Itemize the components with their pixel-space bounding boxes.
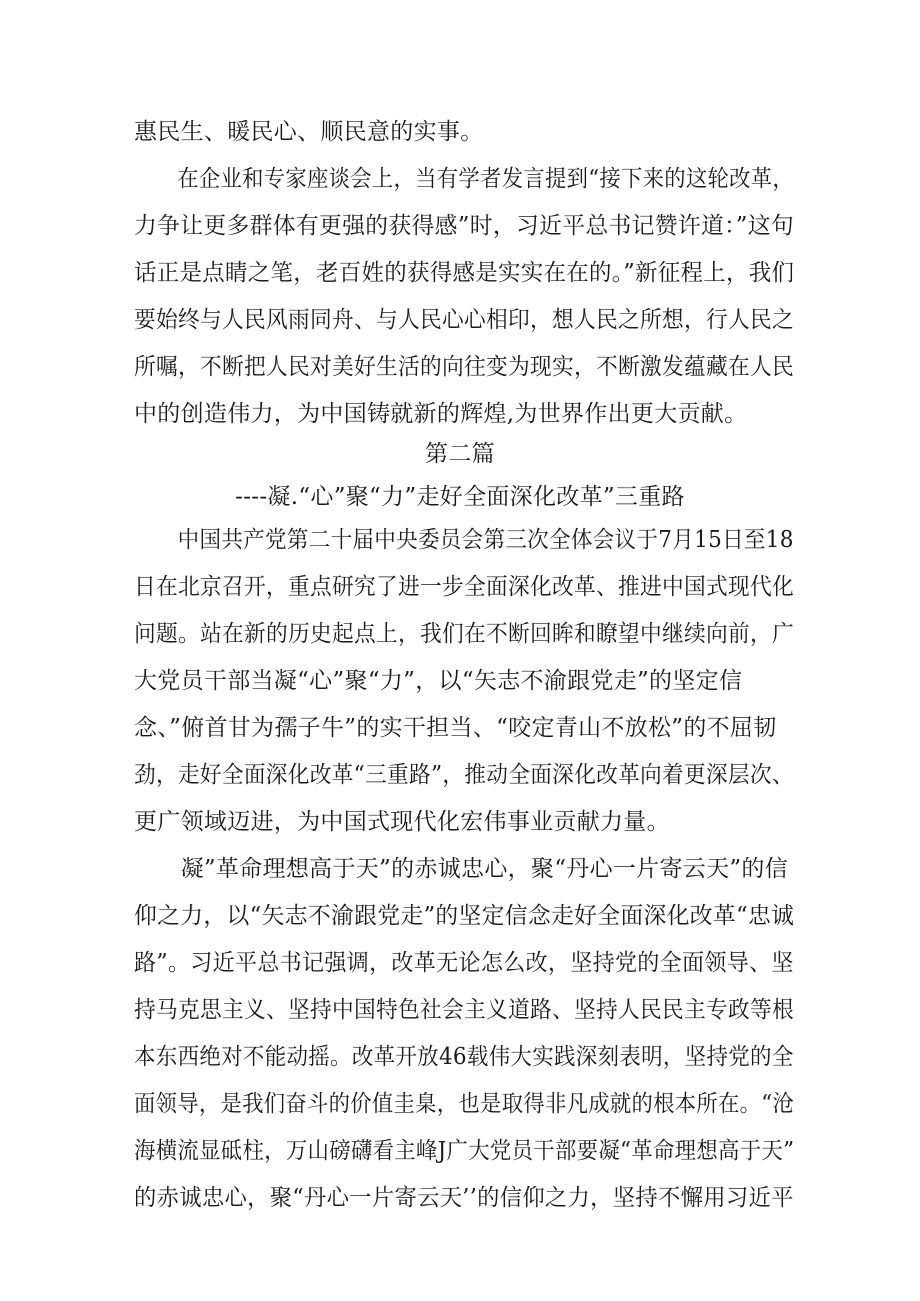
section-subtitle: ----凝.“心”聚“力”走好全面深化改革”三重路 [235, 484, 685, 510]
paragraph-line: 大党员干部当凝“心”聚“力”，以“矢志不渝跟党走”的坚定信 [134, 668, 743, 694]
paragraph-line: 海横流显砥柱，万山磅礴看主峰J广大党员干部要凝“革命理想高于天” [134, 1138, 795, 1164]
paragraph-line: 在企业和专家座谈会上，当有学者发言提到“接下来的这轮改革， [134, 166, 795, 192]
paragraph-line: 更广领域迈进，为中国式现代化宏伟事业贡献力量。 [134, 809, 670, 835]
paragraph-line: 日在北京召开，重点研究了进一步全面深化改革、推进中国式现代化 [134, 574, 794, 600]
paragraph-line: 所嘱，不断把人民对美好生活的向往变为现实，不断激发蕴藏在人民 [134, 354, 794, 380]
paragraph-line: 中国共产党第二十届中央委员会第三次全体会议于7月15日至18 [134, 527, 794, 553]
paragraph-line: 话正是点睛之笔，老百姓的获得感是实实在在的。”新征程上，我们 [134, 260, 795, 286]
section-heading: 第二篇 [425, 441, 495, 467]
paragraph-line: 面领导，是我们奋斗的价值圭臬，也是取得非凡成就的根本所在。“沧 [134, 1091, 795, 1117]
paragraph-line: 路”。习近平总书记强调，改革无论怎么改，坚持党的全面领导、坚 [134, 950, 794, 976]
paragraph-line: 念、”俯首甘为孺子牛”的实干担当、“咬定青山不放松”的不屈韧 [134, 715, 777, 741]
paragraph-line: 仰之力，以“矢志不渝跟党走”的坚定信念走好全面深化改革“忠诚 [134, 903, 795, 929]
paragraph-line: 凝”革命理想高于天”的赤诚忠心，聚“丹心一片寄云天”的信 [134, 856, 789, 882]
paragraph-line: 的赤诚忠心，聚“丹心一片寄云天’’的信仰之力，坚持不懈用习近平 [134, 1185, 794, 1211]
paragraph-line: 力争让更多群体有更强的获得感”时，习近平总书记赞许道：”这句 [134, 213, 795, 239]
paragraph-line: 劲，走好全面深化改革“三重路”，推动全面深化改革向着更深层次、 [134, 762, 794, 788]
paragraph-line: 惠民生、暖民心、顺民意的实事。 [134, 119, 484, 145]
paragraph-line: 要始终与人民风雨同舟、与人民心心相印，想人民之所想，行人民之 [134, 307, 794, 333]
paragraph-line: 持马克思主义、坚持中国特色社会主义道路、坚持人民民主专政等根 [134, 997, 794, 1023]
paragraph-line: 中的创造伟力，为中国铸就新的辉煌,为世界作出更大贡献。 [134, 401, 748, 427]
paragraph-line: 问题。站在新的历史起点上，我们在不断回眸和瞭望中继续向前，广 [134, 621, 794, 647]
paragraph-line: 本东西绝对不能动摇。改革开放46载伟大实践深刻表明，坚持党的全 [134, 1044, 794, 1070]
